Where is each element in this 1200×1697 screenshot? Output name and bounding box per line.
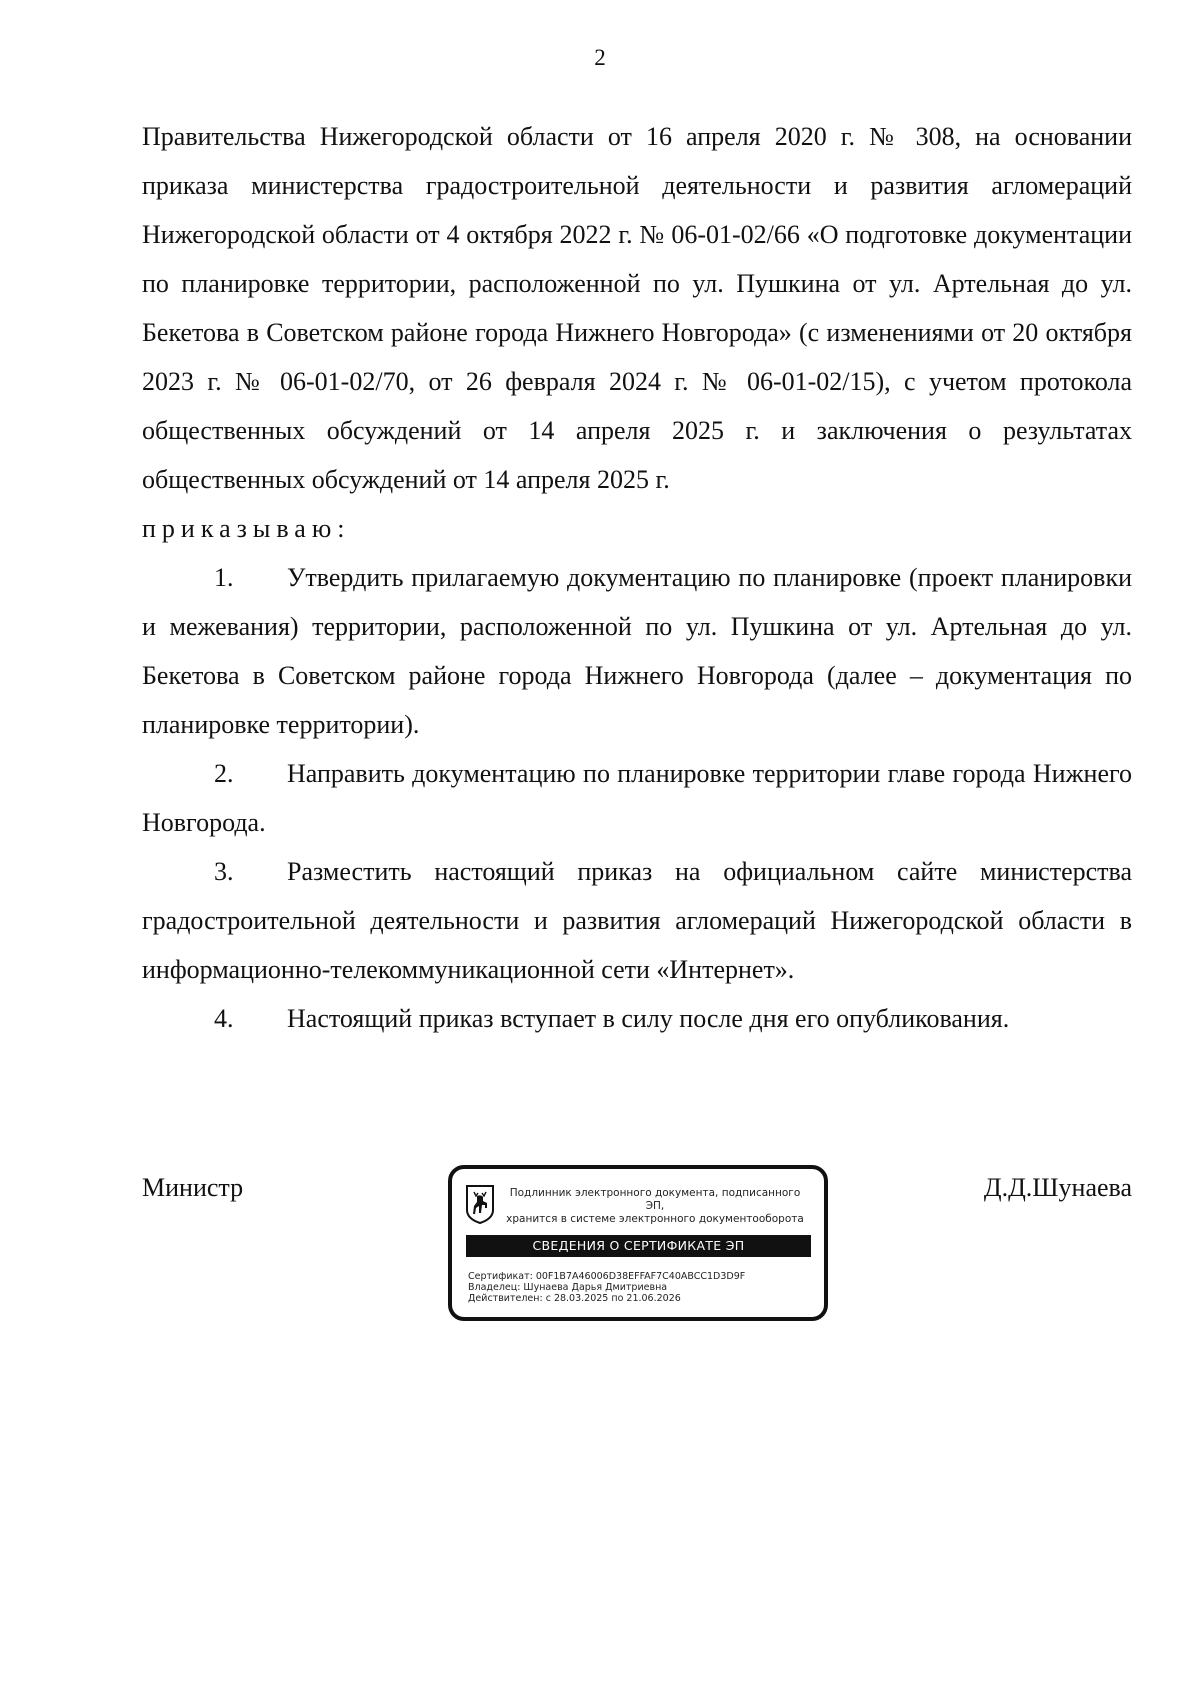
document-body	[142, 112, 1132, 1043]
order-item-text: Направить документацию по планировке территории главе города Нижнего Новгорода.	[142, 759, 1132, 837]
stamp-details	[468, 1271, 813, 1304]
order-item-number: 1.	[214, 563, 234, 592]
stamp-validity: Действителен: с 28.03.2025 по 21.06.2026	[468, 1293, 681, 1304]
stamp-caption-line: Подлинник электронного документа, подписанного ЭП,	[509, 1187, 801, 1212]
order-item-text: Настоящий приказ вступает в силу после дня его опубликования.	[287, 1004, 1010, 1033]
order-item-4	[142, 994, 1132, 1043]
order-item-number: 2.	[214, 759, 234, 788]
order-item-1	[142, 553, 1132, 749]
page-number: 2	[594, 45, 606, 70]
order-word: приказываю:	[142, 514, 351, 543]
order-item-number: 4.	[214, 1004, 234, 1033]
signer-name: Д.Д.Шунаева	[983, 1173, 1132, 1202]
order-item-number: 3.	[214, 857, 234, 886]
stamp-caption	[500, 1187, 810, 1226]
intro-paragraph: Правительства Нижегородской области от 16 апреля 2020 г. № 308, на основании приказа министерства градостроительной деятельности и развития агломераций Нижегородской области от 4 октября 2022 г. № 06-01-02/66 «О подготовке документации по планировке территории, расположенной по ул. Пушкина от ул. Артельная до ул. Бекетова в Советском районе города Нижнего Новгорода» (с изменениями от 20 октября 2023 г. № 06-01-02/70, от 26 февраля 2024 г. № 06-01-02/15), с учетом протокола общественных обсуждений от 14 апреля 2025 г. и заключения о результатах общественных обсуждений от 14 апреля 2025 г.	[142, 122, 1132, 494]
order-item-text: Разместить настоящий приказ на официальном сайте министерства градостроительной деятельности и развития агломераций Нижегородской области в информационно-телекоммуникационной сети «Интернет».	[142, 857, 1132, 984]
stamp-certificate: Сертификат: 00F1B7A46006D38EFFAF7C40ABCC1D3D9F	[468, 1271, 746, 1282]
order-item-text: Утвердить прилагаемую документацию по планировке (проект планировки и межевания) территории, расположенной по ул. Пушкина от ул. Артельная до ул. Бекетова в Советском районе города Нижнего Новгорода (далее – документация по планировке территории).	[142, 563, 1132, 739]
order-item-3	[142, 847, 1132, 994]
stamp-owner: Владелец: Шунаева Дарья Дмитриевна	[468, 1282, 668, 1293]
deer-emblem-icon	[465, 1184, 495, 1224]
stamp-header: СВЕДЕНИЯ О СЕРТИФИКАТЕ ЭП	[466, 1235, 811, 1257]
stamp-caption-line: хранится в системе электронного документооборота	[506, 1213, 804, 1225]
signer-position: Министр	[142, 1173, 244, 1202]
order-item-2	[142, 749, 1132, 847]
electronic-signature-stamp	[448, 1165, 828, 1321]
